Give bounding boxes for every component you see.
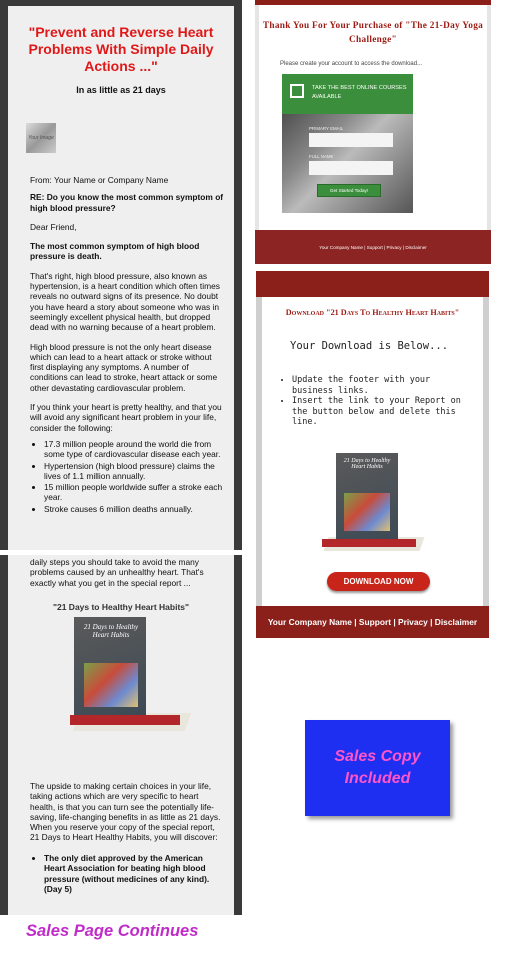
email-label: PRIMARY EMAIL <box>309 126 344 131</box>
download-title: Download "21 Days To Healthy Heart Habits" <box>285 308 460 317</box>
sales-headline: "Prevent and Reverse Heart Problems With Simple Daily Actions ..." <box>28 24 214 74</box>
greeting: Dear Friend, <box>30 221 77 232</box>
sales-subheadline: In as little as 21 days <box>76 85 166 95</box>
re-line: RE: Do you know the most common symptom of high blood pressure? <box>30 192 224 213</box>
sales-page-bottom <box>0 555 242 915</box>
image-placeholder: Your Image <box>26 123 56 153</box>
optin-form <box>282 74 413 213</box>
optin-heading: TAKE THE BEST ONLINE COURSES AVAILABLE <box>312 85 407 100</box>
list-item: • The only diet approved by the American Heart Association for beating high blood pressure (without medicines of any kind). (Day 5) <box>44 853 224 894</box>
download-footer[interactable]: Your Company Name | Support | Privacy | Disclaimer <box>256 606 489 638</box>
sales-page-continues-caption: Sales Page Continues <box>26 922 199 940</box>
list-item: • 15 million people worldwide suffer a stroke each year. <box>44 482 224 503</box>
optin-header <box>282 74 413 114</box>
upside-paragraph: The upside to making certain choices in your life, taking actions which are very specific to heart health, is that you can turn see the potentially life-saving, life-changing benefits in as little as 21 days. When you reserve your copy of the special report, 21 Days to Heart Healthy Habits, you will discover: <box>30 781 221 843</box>
book-image <box>70 617 190 737</box>
thank-you-title: Thank You For Your Purchase of "The 21-Day Yoga Challenge" <box>262 21 484 45</box>
book-image <box>322 453 422 563</box>
sales-page-paper <box>8 6 234 550</box>
list-item: • Update the footer with your business links. <box>292 375 472 396</box>
thank-you-footer[interactable]: Your Company Name | Support | Privacy | Disclaimer <box>255 230 491 264</box>
book-title: 21 Days to Healthy Heart Habits <box>83 623 139 639</box>
list-item: • Stroke causes 6 million deaths annually. <box>44 504 224 514</box>
sales-page-paper <box>8 555 234 915</box>
list-item: • Insert the link to your Report on the button below and delete this line. <box>292 396 472 428</box>
list-item: • 17.3 million people around the world die from some type of cardiovascular disease each year. <box>44 439 224 460</box>
discover-list <box>30 853 224 894</box>
book-icon <box>290 84 304 98</box>
download-subtitle: Your Download is Below... <box>290 340 449 352</box>
list-item: • Hypertension (high blood pressure) claims the lives of 1.1 million annually. <box>44 461 224 482</box>
continuation-text: daily steps you should take to avoid the many problems caused by an unhealthy heart. That's exactly what you get in the special report ... <box>30 557 204 588</box>
stats-list <box>30 439 224 514</box>
sales-copy-badge: Sales Copy Included <box>305 720 450 816</box>
paragraph: If you think your heart is pretty healthy, and that you will avoid any significant heart problem in your life, consider the following: <box>30 402 222 433</box>
bold-statement: The most common symptom of high blood pressure is death. <box>30 241 200 262</box>
download-page <box>256 271 489 638</box>
sales-page-top <box>0 0 242 550</box>
name-label: FULL NAME <box>309 154 334 159</box>
account-instruction: Please create your account to access the download... <box>280 61 423 67</box>
book-title: 21 Days to Healthy Heart Habits <box>343 458 391 470</box>
paragraph: That's right, high blood pressure, also known as hypertension, is a heart condition which often times reveals no outward signs of its presence. No doubt you have heard a story about someone who was in seemingly excellent physical health, but dropped dead with no warning because of a heart problem. <box>30 270 220 333</box>
get-started-button[interactable]: Get Started Today! <box>317 184 381 197</box>
email-field[interactable] <box>309 133 393 147</box>
report-title: "21 Days to Healthy Heart Habits" <box>52 601 190 612</box>
instructions-list <box>278 375 472 428</box>
thank-you-page <box>255 0 491 264</box>
thank-you-content <box>259 5 487 230</box>
name-field[interactable] <box>309 161 393 175</box>
from-line: From: Your Name or Company Name <box>30 175 169 185</box>
download-now-button[interactable]: DOWNLOAD NOW <box>327 572 430 591</box>
paragraph: High blood pressure is not the only heart disease which can lead to a heart attack or stroke without first displaying any symptoms. A number of conditions can lead to stroke, heart attack or some other devastating cardiovascular problem. <box>30 341 218 393</box>
download-content <box>262 297 483 606</box>
